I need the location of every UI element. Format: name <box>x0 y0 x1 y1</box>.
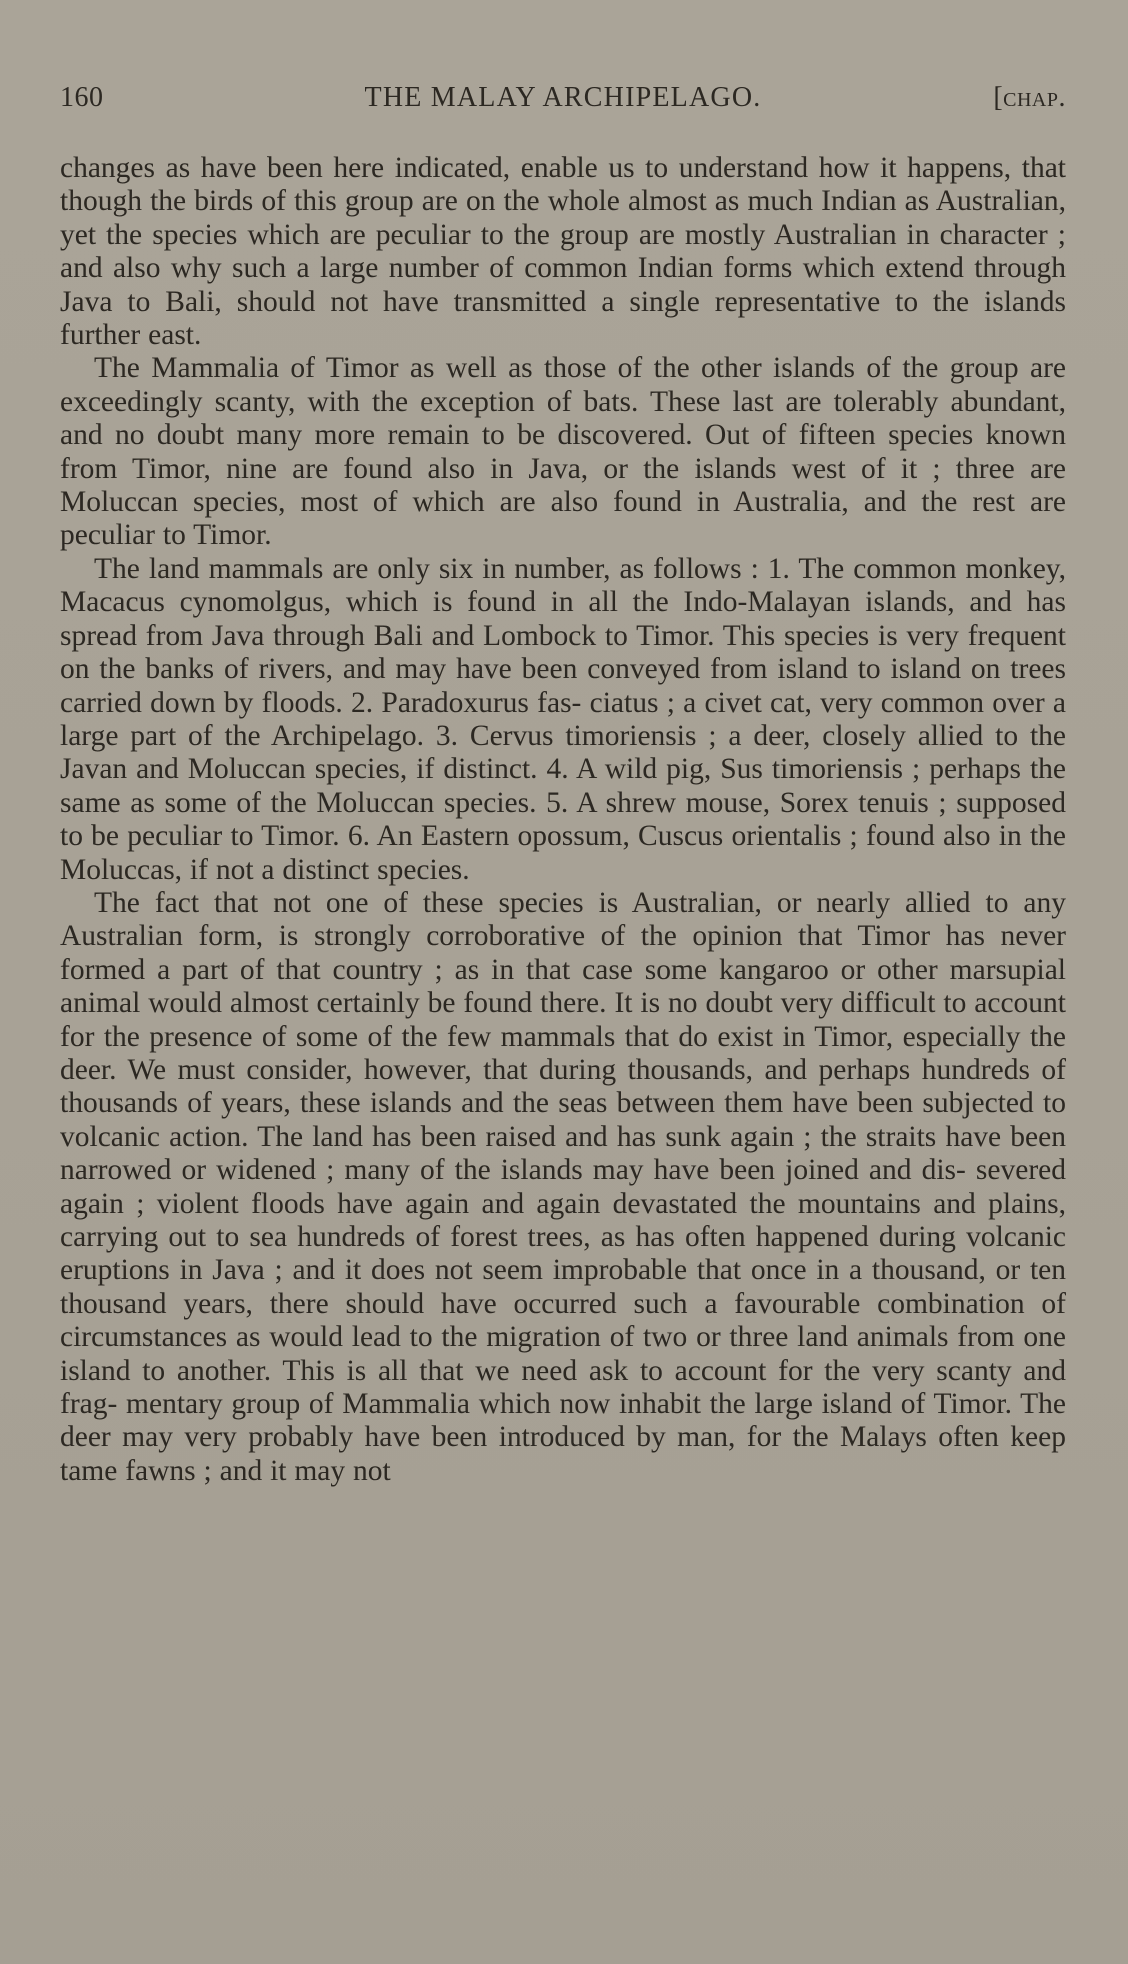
paragraph-4: The fact that not one of these species is Australian, or nearly allied to any Australian form, is strongly corroborative of the opinion that Timor has never formed a part of that country ; as in that case some kangaroo or other marsupial animal would almost certainly be found there. It is no doubt very difficult to account for the presence of some of the few mammals that do exist in Timor, especially the deer. We must consider, however, that during thousands, and perhaps hundreds of thousands of years, these islands and the seas between them have been subjected to volcanic action. The land has been raised and has sunk again ; the straits have been narrowed or widened ; many of the islands may have been joined and dis- severed again ; violent floods have again and again devastated the mountains and plains, carrying out to sea hundreds of forest trees, as has often happened during volcanic eruptions in Java ; and it does not seem improbable that once in a thousand, or ten thousand years, there should have occurred such a favourable combination of circumstances as would lead to the migration of two or three land animals from one island to another. This is all that we need ask to account for the very scanty and frag- mentary group of Mammalia which now inhabit the large island of Timor. The deer may very probably have been introduced by man, for the Malays often keep tame fawns ; and it may not <box>60 886 1066 1487</box>
body-text <box>60 152 1066 1488</box>
running-title: THE MALAY ARCHIPELAGO. <box>364 82 762 113</box>
chapter-mark: [chap. <box>993 82 1066 113</box>
running-head <box>60 82 1066 122</box>
page-number: 160 <box>60 82 104 113</box>
paragraph-3: The land mammals are only six in number, as follows : 1. The common monkey, Macacus cynomolgus, which is found in all the Indo-Malayan islands, and has spread from Java through Bali and Lombock to Timor. This species is very frequent on the banks of rivers, and may have been conveyed from island to island on trees carried down by floods. 2. Paradoxurus fas- ciatus ; a civet cat, very common over a large part of the Archipelago. 3. Cervus timoriensis ; a deer, closely allied to the Javan and Moluccan species, if distinct. 4. A wild pig, Sus timoriensis ; perhaps the same as some of the Moluccan species. 5. A shrew mouse, Sorex tenuis ; supposed to be peculiar to Timor. 6. An Eastern opossum, Cuscus orientalis ; found also in the Moluccas, if not a distinct species. <box>60 552 1066 886</box>
paragraph-2: The Mammalia of Timor as well as those of the other islands of the group are exceedingly scanty, with the exception of bats. These last are tolerably abundant, and no doubt many more remain to be discovered. Out of fifteen species known from Timor, nine are found also in Java, or the islands west of it ; three are Moluccan species, most of which are also found in Australia, and the rest are peculiar to Timor. <box>60 352 1066 552</box>
paragraph-1: changes as have been here indicated, enable us to understand how it happens, that though the birds of this group are on the whole almost as much Indian as Australian, yet the species which are peculiar to the group are mostly Australian in character ; and also why such a large number of common Indian forms which extend through Java to Bali, should not have transmitted a single representative to the islands further east. <box>60 152 1066 352</box>
